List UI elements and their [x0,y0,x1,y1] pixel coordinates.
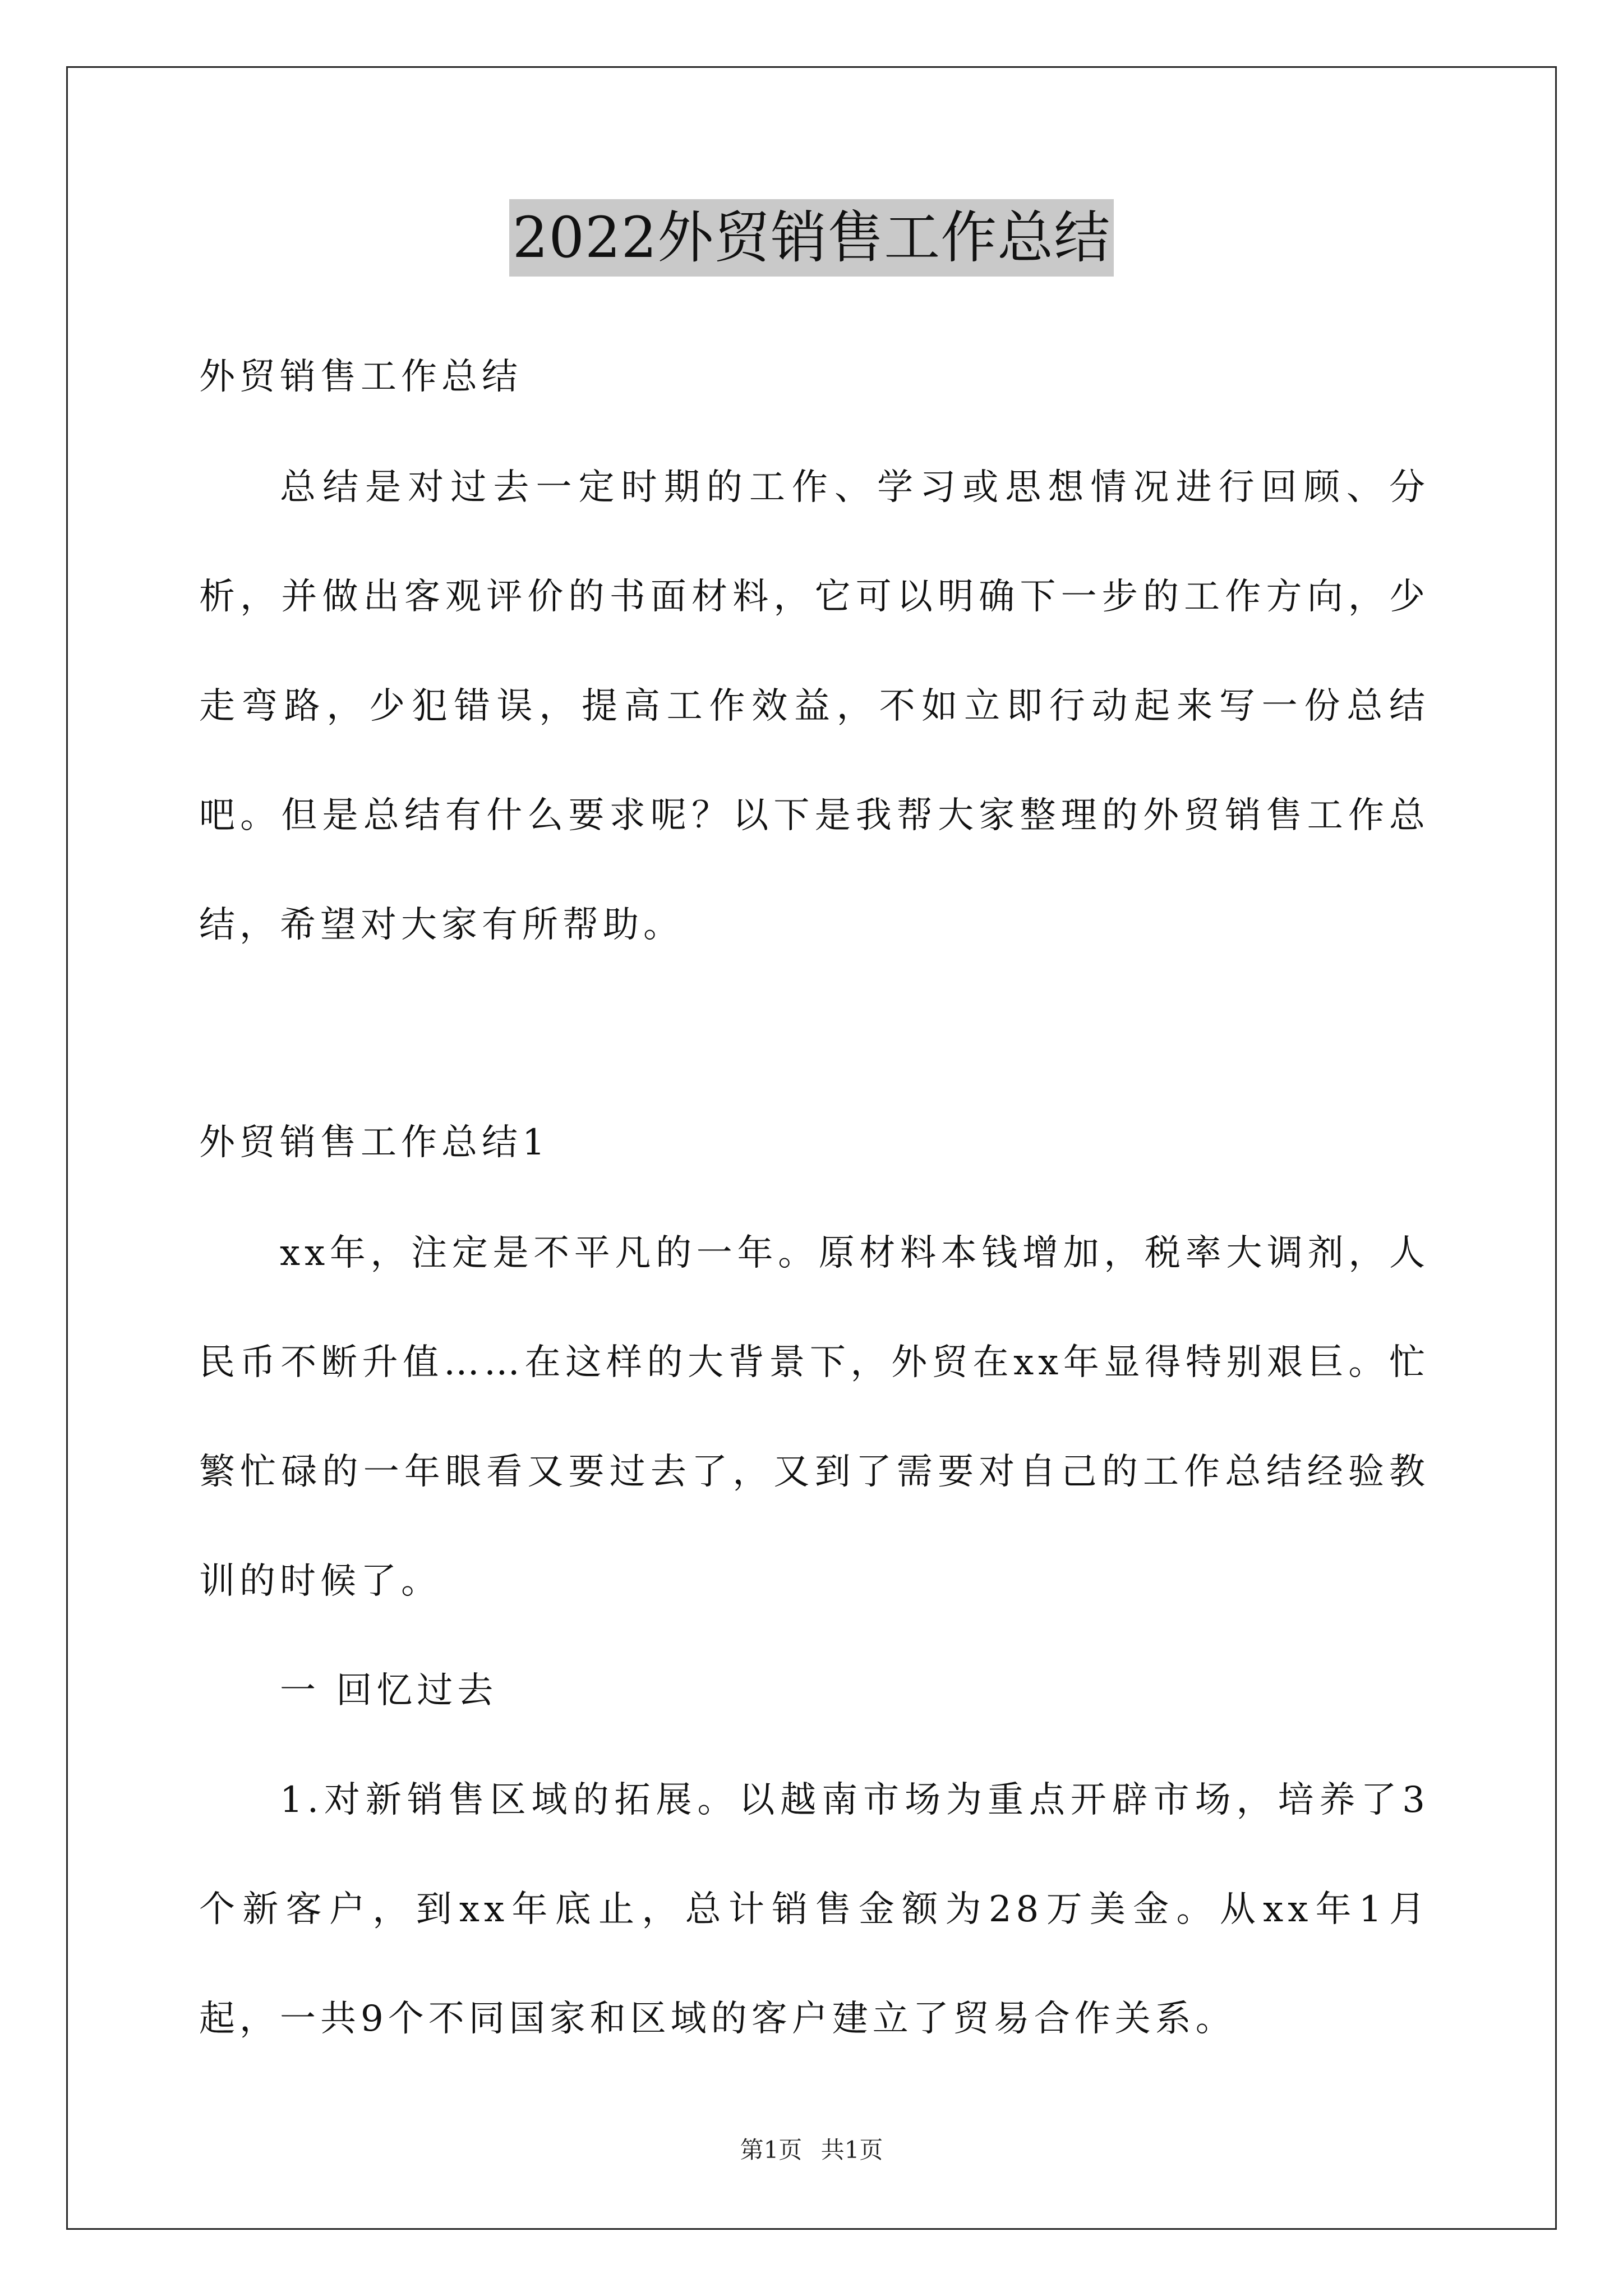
section-gap [199,980,1430,1087]
page-number: 第1页 [740,2136,803,2164]
document-title: 2022外贸销售工作总结 [509,199,1114,277]
intro-paragraph: 总结是对过去一定时期的工作、学习或思想情况进行回顾、分析，并做出客观评价的书面材料，它可以明确下一步的工作方向，少走弯路，少犯错误，提高工作效益，不如立即行动起来写一份总结吧。但是总结有什么要求呢？以下是我帮大家整理的外贸销售工作总结，希望对大家有所帮助。 [199,467,1430,946]
section1-paragraph-1: xx年，注定是不平凡的一年。原材料本钱增加，税率大调剂，人民币不断升值……在这样的大背景下，外贸在xx年显得特别艰巨。忙繁忙碌的一年眼看又要过去了，又到了需要对自己的工作总结经验教训的时候了。 [199,1232,1430,1602]
heading-main: 外贸销售工作总结 [199,356,522,398]
page-total: 共1页 [820,2136,883,2164]
subheading-review-past: 一 回忆过去 [280,1670,498,1711]
section1-paragraph-2: 1.对新销售区域的拓展。以越南市场为重点开辟市场，培养了3个新客户，到xx年底止，总计销售金额为28万美金。从xx年1月起，一共9个不同国家和区域的客户建立了贸易合作关系。 [199,1779,1430,2040]
heading-section-1: 外贸销售工作总结1 [199,1122,550,1163]
page-footer [0,2132,1623,2165]
title-wrap [0,199,1623,277]
document-body [199,321,1430,2074]
